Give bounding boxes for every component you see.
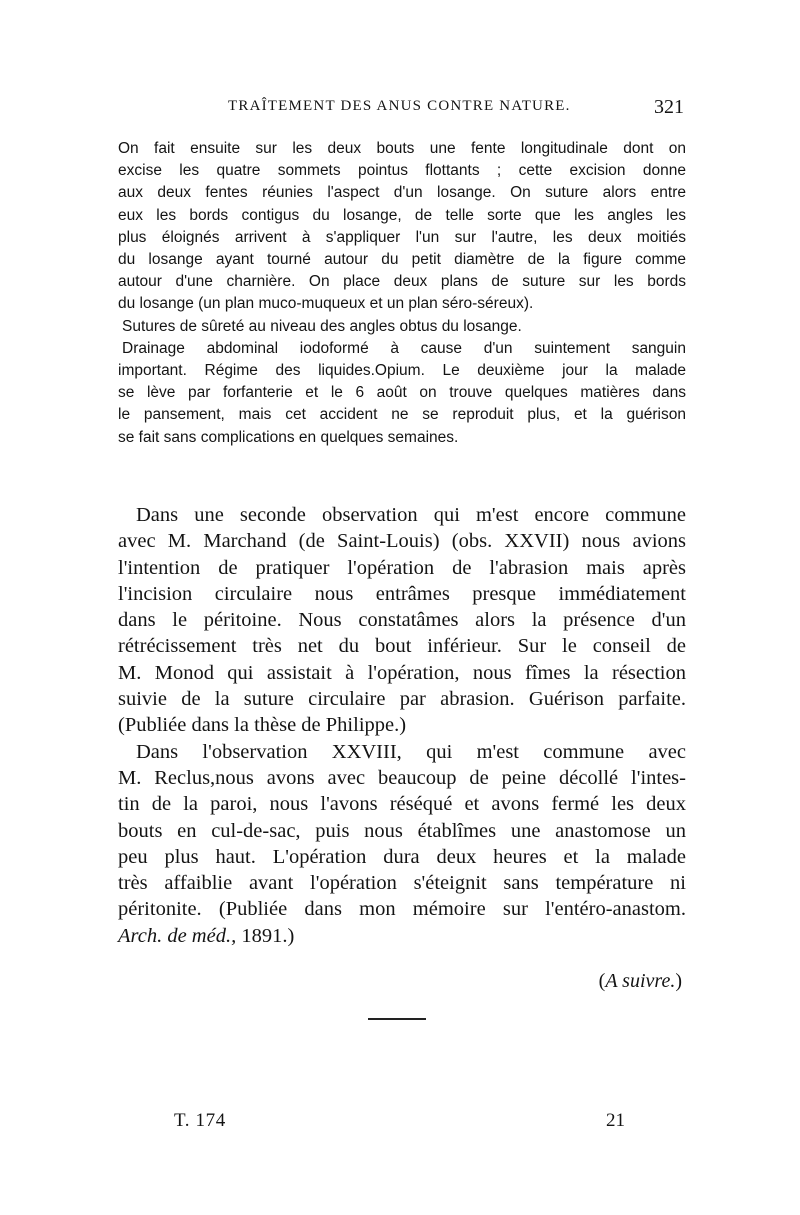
text-line: l'incision circulaire nous entrâmes presque immédiatement (118, 582, 686, 605)
text-line: bouts en cul-de-sac, puis nous établîmes une anastomose un (118, 819, 686, 842)
text-line: tin de la paroi, nous l'avons réséqué et avons fermé les deux (118, 793, 686, 816)
text-line: du losange (un plan muco-muqueux et un plan séro-séreux). (118, 295, 534, 313)
text-line: Dans l'observation XXVIII, qui m'est commune avec (136, 740, 686, 763)
text-line: Sutures de sûreté au niveau des angles obtus du losange. (122, 317, 522, 335)
to-be-continued (599, 970, 682, 993)
text-line: plus éloignés arrivent à s'appliquer l'un sur l'autre, les deux moitiés (118, 228, 686, 246)
small-print-paragraph (118, 138, 686, 449)
text-line: On fait ensuite sur les deux bouts une fente longitudinale dont on (118, 140, 686, 157)
citation-year: 1891.) (236, 924, 295, 947)
signoff-open-paren: ( (598, 970, 606, 992)
text-line: Dans une seconde observation qui m'est encore commune (136, 504, 686, 526)
page-number: 321 (654, 96, 684, 118)
footer-volume: T. 174 (174, 1110, 226, 1131)
text-line: peu plus haut. L'opération dura deux heures et la malade (118, 845, 686, 868)
text-line: Drainage abdominal iodoformé à cause d'un suintement sanguin (122, 339, 686, 357)
text-line: aux deux fentes réunies l'aspect d'un losange. On suture alors entre (118, 184, 686, 202)
page-header (118, 96, 686, 122)
text-line: important. Régime des liquides.Opium. Le deuxième jour la malade (118, 362, 686, 380)
text-line: rétrécissement très net du bout inférieur. Sur le conseil de (118, 635, 686, 658)
journal-citation-italic: Arch. de méd., (118, 924, 237, 947)
text-line: suivie de la suture circulaire par abrasion. Guérison parfaite. (118, 688, 686, 711)
signoff-text: A suivre. (605, 970, 676, 992)
text-line: du losange ayant tourné autour du petit diamètre de la figure comme (118, 251, 686, 269)
text-line: se fait sans complications en quelques semaines. (118, 428, 459, 446)
text-line: M. Monod qui assistait à l'opération, nous fîmes la résection (118, 661, 686, 684)
text-line-citation (118, 923, 686, 949)
text-line: eux les bords contigus du losange, de telle sorte que les angles les (118, 206, 686, 224)
running-title: TRAÎTEMENT DES ANUS CONTRE NATURE. (228, 98, 571, 114)
text-line: avec M. Marchand (de Saint-Louis) (obs. XXVII) nous avions (118, 530, 686, 553)
section-divider-rule (368, 1018, 426, 1020)
text-line: excise les quatre sommets pointus flottants ; cette excision donne (118, 162, 686, 180)
main-body-text (118, 502, 686, 949)
signoff-close-paren: ) (675, 970, 682, 992)
text-line: M. Reclus,nous avons avec beaucoup de peine décollé l'intes- (118, 766, 686, 789)
text-line: le pansement, mais cet accident ne se reproduit plus, et la guérison (118, 406, 686, 424)
text-line: très affaiblie avant l'opération s'éteignit sans température ni (118, 872, 686, 895)
text-line: se lève par forfanterie et le 6 août on trouve quelques matières dans (118, 384, 686, 402)
text-line: autour d'une charnière. On place deux plans de suture sur les bords (118, 273, 686, 291)
footer-signature-number: 21 (606, 1110, 625, 1131)
text-line: l'intention de pratiquer l'opération de l'abrasion mais après (118, 556, 686, 579)
text-line: péritonite. (Publiée dans mon mémoire sur l'entéro-anastom. (118, 898, 686, 921)
text-line: (Publiée dans la thèse de Philippe.) (118, 714, 407, 737)
text-line: dans le péritoine. Nous constatâmes alors la présence d'un (118, 609, 686, 632)
